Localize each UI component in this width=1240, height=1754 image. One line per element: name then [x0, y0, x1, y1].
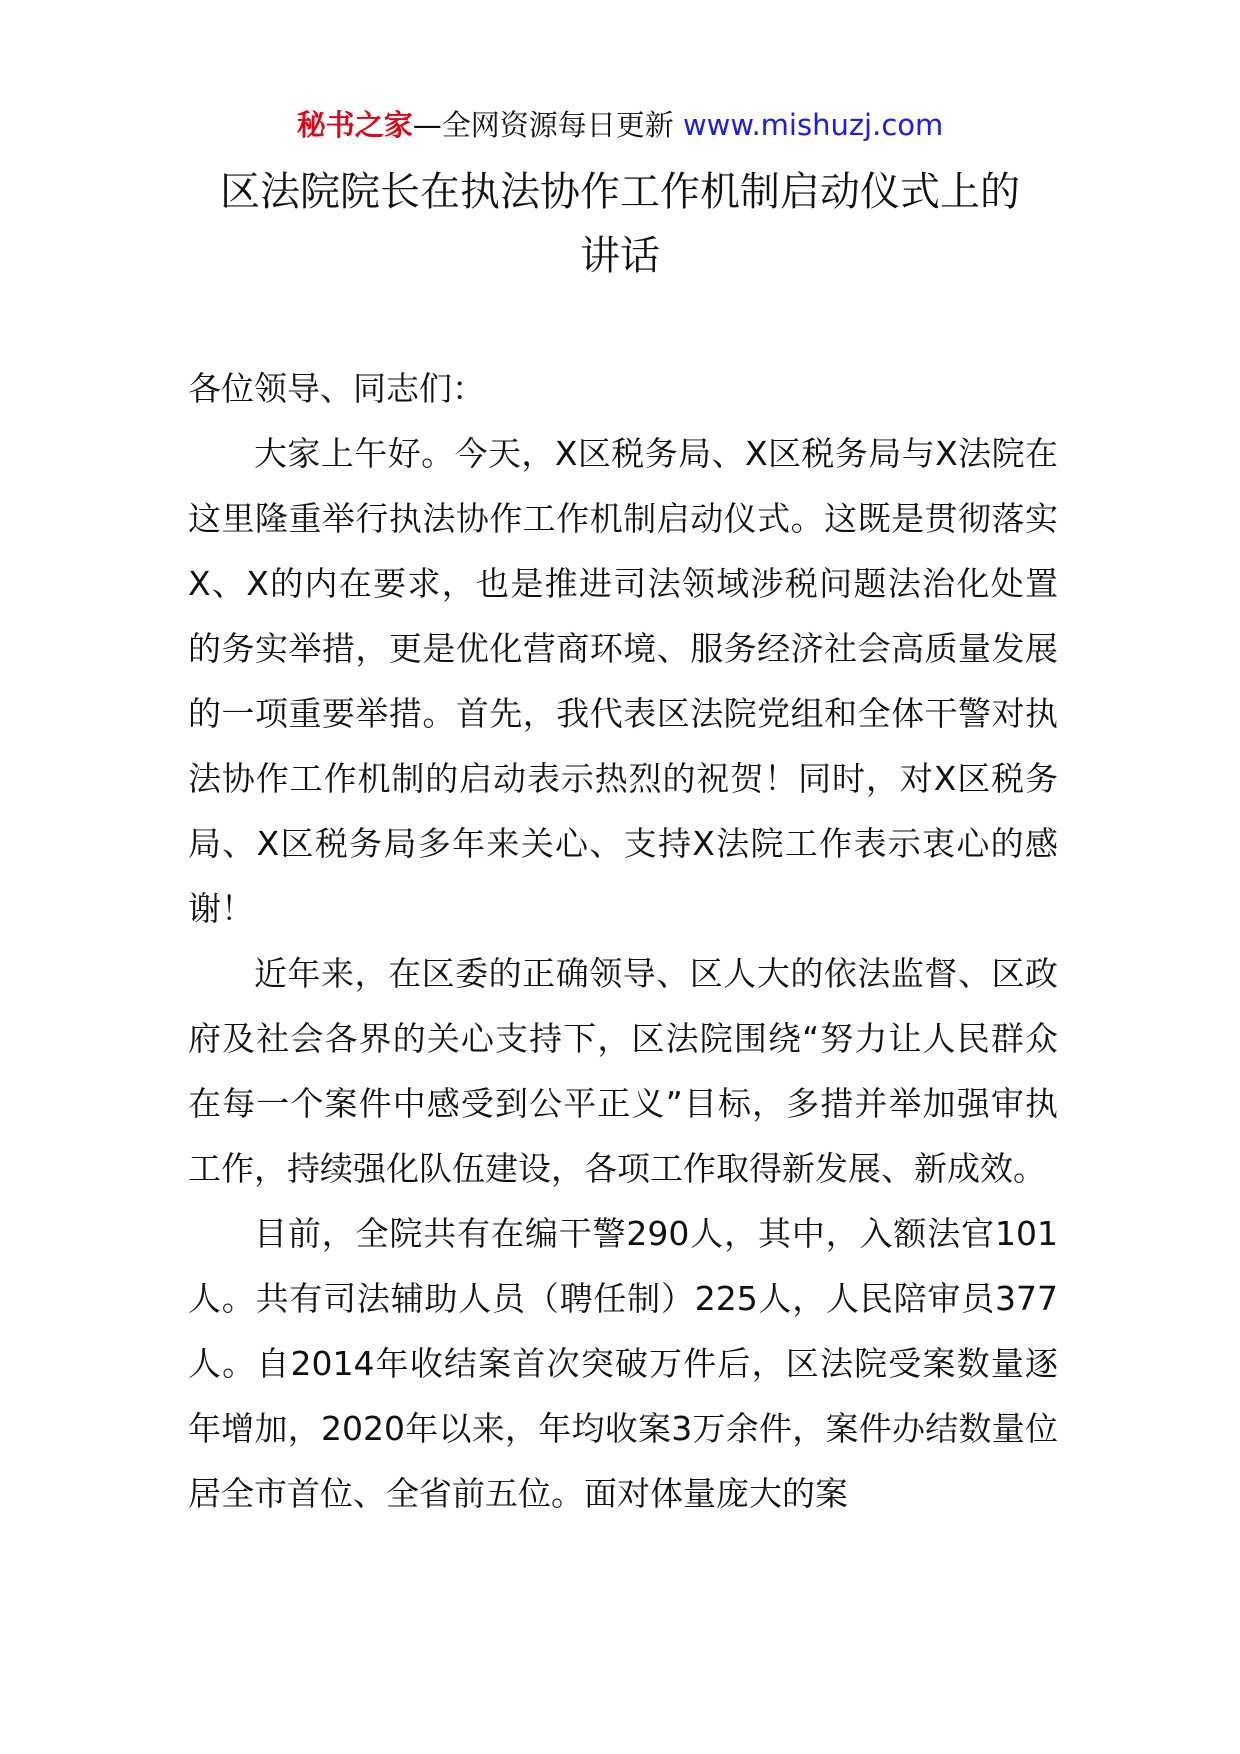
- document-title-line-1: 区法院院长在执法协作工作机制启动仪式上的: [220, 169, 1020, 215]
- paragraph-2: 近年来，在区委的正确领导、区人大的依法监督、区政府及社会各界的关心支持下，区法院围绕“努力让人民群众在每一个案件中感受到公平正义”目标，多措并举加强审执工作，持续强化队伍建设，各项工作取得新发展、新成效。: [188, 954, 1058, 1188]
- header-tagline: —全网资源每日更新: [412, 108, 674, 142]
- salutation: 各位领导、同志们：: [188, 369, 485, 408]
- paragraph-1: 大家上午好。今天，X区税务局、X区税务局与X法院在这里隆重举行执法协作工作机制启动仪式。这既是贯彻落实X、X的内在要求，也是推进司法领域涉税问题法治化处置的务实举措，更是优化营商环境、服务经济社会高质量发展的一项重要举措。首先，我代表区法院党组和全体干警对执法协作工作机制的启动表示热烈的祝贺！同时，对X区税务局、X区税务局多年来关心、支持X法院工作表示衷心的感谢！: [188, 434, 1058, 928]
- document-title: [140, 160, 1100, 288]
- document-title-line-2: 讲话: [580, 233, 660, 279]
- brand-name: 秘书之家: [296, 108, 413, 142]
- site-header: [0, 100, 1240, 150]
- paragraph-3: 目前，全院共有在编干警290人，其中，入额法官101人。共有司法辅助人员（聘任制）225人，人民陪审员377人。自2014年收结案首次突破万件后，区法院受案数量逐年增加，2020年以来，年均收案3万余件，案件办结数量位居全市首位、全省前五位。面对体量庞大的案: [188, 1214, 1058, 1513]
- site-url-link[interactable]: www.mishuzj.com: [682, 108, 944, 142]
- document-body: [188, 356, 1058, 1526]
